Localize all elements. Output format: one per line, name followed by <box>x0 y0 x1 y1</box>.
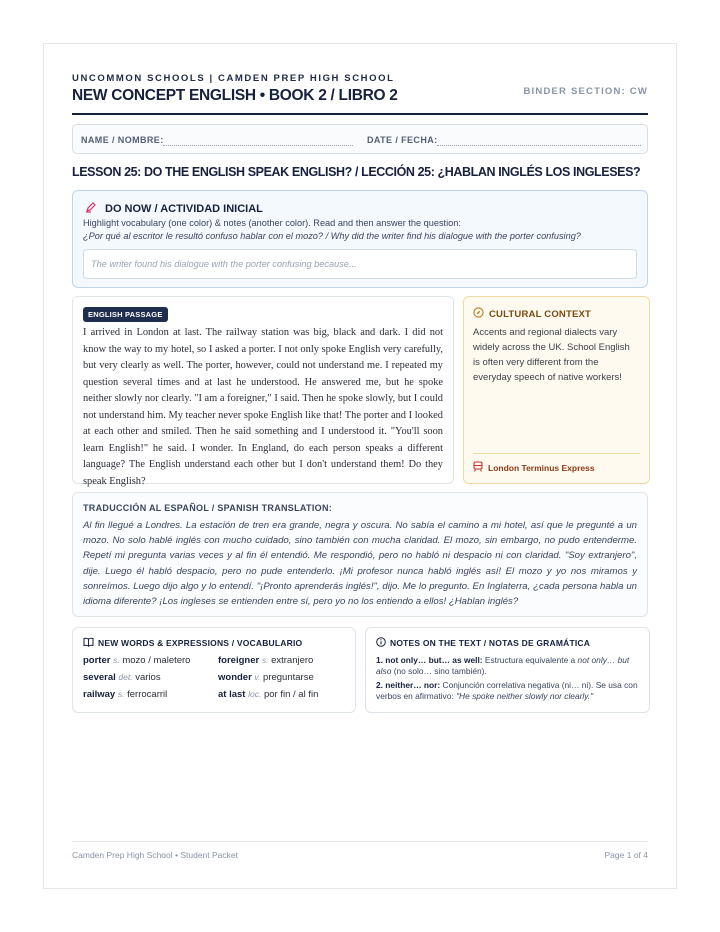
spanish-translation-box <box>72 492 648 617</box>
context-divider <box>473 453 640 454</box>
name-field[interactable] <box>163 145 353 146</box>
english-passage-text: I arrived in London at last. The railway station was big, black and dark. I did not know the way to my hotel, so I asked a porter. I not only spoke English very carefully, but very clearly as well. The porter, however, could not understand me. I repeated my question several times and at last he understood. He answered me, but he spoke neither slowly nor clearly. "I am a foreigner," I said. Then he spoke slowly, but I could not understand him. My teacher never spoke English like that! The porter and I looked at each other and smiled. Then he said something and I understood it. "You'll soon learn English!" he said. I wonder. In England, do each person speaks a different language? The English understand each other but I don't understand them! Do they speak English? <box>83 327 443 487</box>
do-now-box <box>72 190 648 288</box>
cultural-context-box <box>463 296 650 484</box>
vocab-item: porter s. mozo / maletero <box>83 655 191 666</box>
train-icon <box>473 461 483 474</box>
english-passage-box <box>72 296 454 487</box>
do-now-heading <box>85 201 263 216</box>
vocab-item: wonder v. preguntarse <box>218 672 314 683</box>
book-icon <box>83 637 94 649</box>
context-footer <box>473 461 595 474</box>
do-now-heading-text: DO NOW / ACTIVIDAD INICIAL <box>105 202 263 215</box>
vocab-item: railway s. ferrocarril <box>83 689 168 700</box>
grammar-note: 2. neither… nor: Conjunción correlativa negativa (ni… ni). Se usa con verbos en afirmativo: "He spoke neither slowly nor clearly." <box>376 680 638 701</box>
footer-left: Camden Prep High School • Student Packet <box>72 850 238 860</box>
page-number: Page 1 of 4 <box>604 850 648 860</box>
context-footer-text: London Terminus Express <box>488 462 595 473</box>
english-passage-label: ENGLISH PASSAGE <box>83 307 168 322</box>
translation-heading: TRADUCCIÓN AL ESPAÑOL / SPANISH TRANSLATION: <box>83 503 333 513</box>
vocabulary-heading <box>83 637 302 649</box>
translation-text: Al fin llegué a Londres. La estación de tren era grande, negra y oscura. No sabía el camino a mi hotel, así que le pregunté a un mozo. No solo hablé inglés con mucho cuidado, sino también con mucha claridad. El mozo, sin embargo, no pudo entenderme. Repetí mi pregunta varias veces y al fin él entendió. Me respondió, pero no habló ni despacio ni con claridad. "Soy extranjero", dije. Luego él habló despacio, pero no pude entenderlo. ¡Mi profesor nunca habló inglés así! El mozo y yo nos miramos y sonreímos. Luego dijo algo y lo entendí. "¡Pronto aprenderás inglés!", dijo. Me lo pregunto. En Inglaterra, ¿cada persona habla un idioma diferente? ¡Los ingleses se entienden entre sí, pero yo no los entiendo a ellos! ¿Hablan inglés? <box>83 520 637 608</box>
do-now-answer-field[interactable] <box>83 249 637 279</box>
school-name: UNCOMMON SCHOOLS | CAMDEN PREP HIGH SCHOOL <box>72 73 395 84</box>
name-label: NAME / NOMBRE: <box>81 135 164 145</box>
lesson-title: LESSON 25: DO THE ENGLISH SPEAK ENGLISH? / LECCIÓN 25: ¿HABLAN INGLÉS LOS INGLESES? <box>72 165 641 179</box>
grammar-note: 1. not only… but… as well: Estructura equivalente a not only… but also (no solo… sino también). <box>376 655 630 676</box>
vocab-item: at last loc. por fin / al fin <box>218 689 319 700</box>
info-icon <box>376 637 386 649</box>
footer-rule <box>72 841 648 842</box>
date-label: DATE / FECHA: <box>367 135 438 145</box>
page-title: NEW CONCEPT ENGLISH • BOOK 2 / LIBRO 2 <box>72 87 398 104</box>
binder-section: BINDER SECTION: CW <box>523 86 648 97</box>
vocab-item: several det. varios <box>83 672 161 683</box>
grammar-notes-box <box>365 627 650 713</box>
cultural-context-heading <box>473 307 591 321</box>
header-rule <box>72 113 648 115</box>
notes-heading <box>376 637 590 649</box>
vocabulary-box <box>72 627 356 713</box>
compass-icon <box>473 307 484 321</box>
cultural-context-body: Accents and regional dialects vary widely across the UK. School English is often very different from the everyday speech of native workers! <box>473 327 630 383</box>
vocabulary-title: NEW WORDS & EXPRESSIONS / VOCABULARIO <box>98 638 303 648</box>
highlighter-icon <box>85 201 97 216</box>
worksheet-page <box>43 43 677 889</box>
do-now-question: ¿Por qué al escritor le resultó confuso hablar con el mozo? / Why did the writer find his dialogue with the porter confusing? <box>83 231 581 241</box>
vocab-item: foreigner s. extranjero <box>218 655 314 666</box>
date-field[interactable] <box>437 145 641 146</box>
name-date-bar <box>72 124 648 154</box>
cultural-context-title: CULTURAL CONTEXT <box>489 308 592 320</box>
do-now-instructions: Highlight vocabulary (one color) & notes (another color). Read and then answer the question: <box>83 218 461 228</box>
answer-placeholder: The writer found his dialogue with the porter confusing because... <box>91 259 357 269</box>
notes-title: NOTES ON THE TEXT / NOTAS DE GRAMÁTICA <box>390 638 591 648</box>
